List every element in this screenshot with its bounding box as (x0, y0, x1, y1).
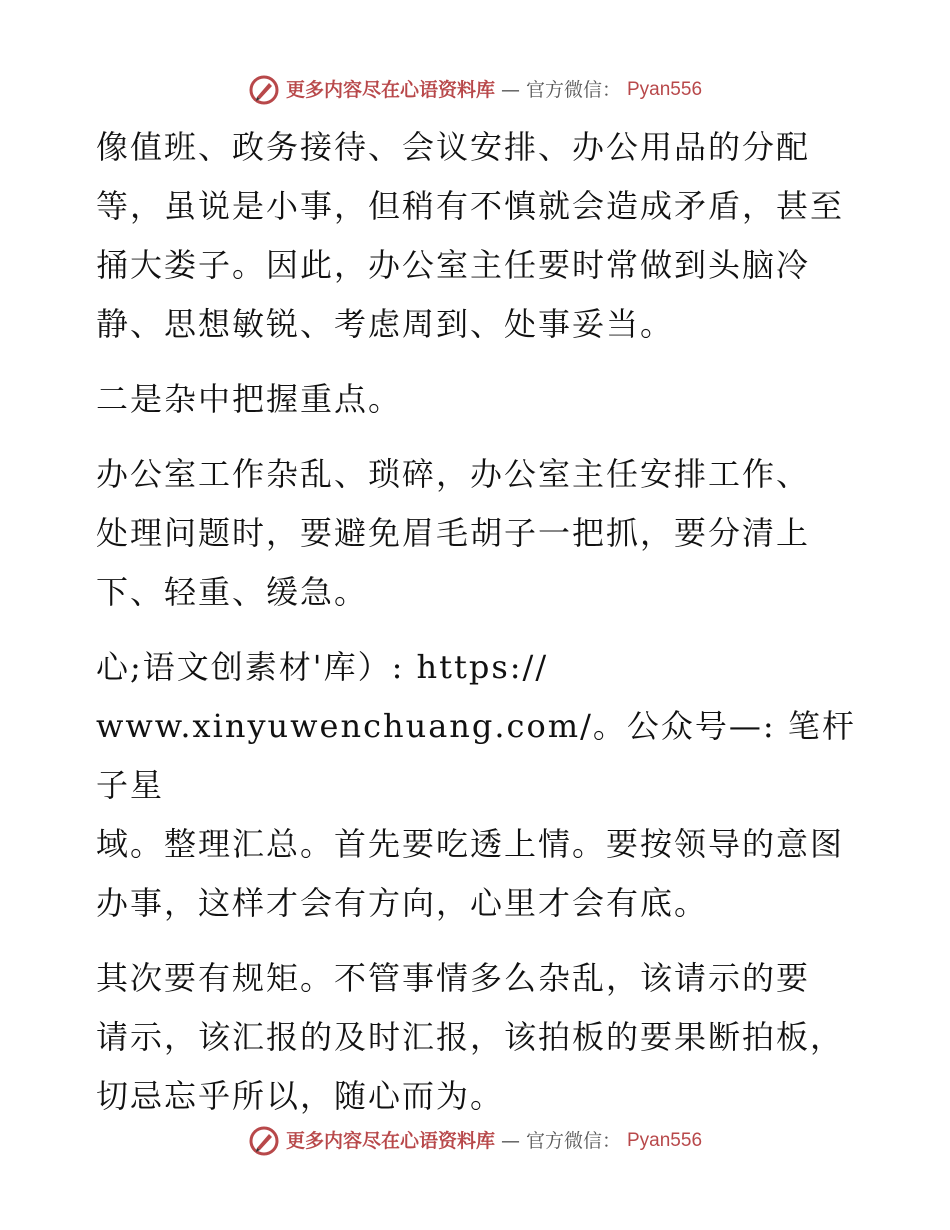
paragraph-1-line-4: 静、思想敏锐、考虑周到、处事妥当。 (96, 305, 675, 343)
paragraph-1-line-3: 捅大娄子。因此，办公室主任要时常做到头脑冷 (96, 246, 811, 284)
pen-circle-logo-icon (248, 74, 280, 106)
paragraph-3 (96, 445, 856, 622)
footer-wechat-label: 官方微信： (525, 1130, 621, 1152)
paragraph-3-line-3: 下、轻重、缓急。 (96, 573, 369, 611)
paragraph-5-line-1: 其次要有规矩。不管事情多么杂乱，该请示的要 (96, 959, 811, 997)
paragraph-1-line-1: 像值班、政务接待、会议安排、办公用品的分配 (96, 128, 811, 166)
pen-circle-logo-icon (248, 1125, 280, 1157)
paragraph-4 (96, 638, 856, 933)
footer-site-name: 更多内容尽在心语资料库 (285, 1130, 495, 1152)
paragraph-5-line-2: 请示，该汇报的及时汇报，该拍板的要果断拍板， (96, 1018, 845, 1056)
header-site-name: 更多内容尽在心语资料库 (285, 79, 495, 101)
paragraph-4-line-2: www.xinyuwenchuang.com/。公众号—: 笔杆子星 (96, 707, 856, 804)
paragraph-2-line-1: 二是杂中把握重点。 (96, 380, 403, 418)
footer-separator: — (500, 1130, 520, 1152)
paragraph-5-line-3: 切忌忘乎所以，随心而为。 (96, 1077, 505, 1115)
paragraph-1-line-2: 等，虽说是小事，但稍有不慎就会造成矛盾，甚至 (96, 187, 845, 225)
footer-wechat-id: Pyan556 (627, 1130, 703, 1151)
document-body (96, 118, 856, 1126)
header-separator: — (500, 79, 520, 101)
header-wechat-id: Pyan556 (627, 79, 703, 100)
paragraph-4-line-3: 域。整理汇总。首先要吃透上情。要按领导的意图 (96, 825, 845, 863)
paragraph-5 (96, 949, 856, 1126)
paragraph-3-line-1: 办公室工作杂乱、琐碎，办公室主任安排工作、 (96, 455, 811, 493)
footer-banner (0, 1125, 950, 1157)
paragraph-2 (96, 370, 856, 429)
header-banner (0, 74, 950, 106)
paragraph-4-line-1: 心;语文创素材'库）: https:// (96, 648, 549, 686)
paragraph-4-line-4: 办事，这样才会有方向，心里才会有底。 (96, 884, 709, 922)
paragraph-3-line-2: 处理问题时，要避免眉毛胡子一把抓，要分清上 (96, 514, 811, 552)
paragraph-1 (96, 118, 856, 354)
header-wechat-label: 官方微信： (525, 79, 621, 101)
